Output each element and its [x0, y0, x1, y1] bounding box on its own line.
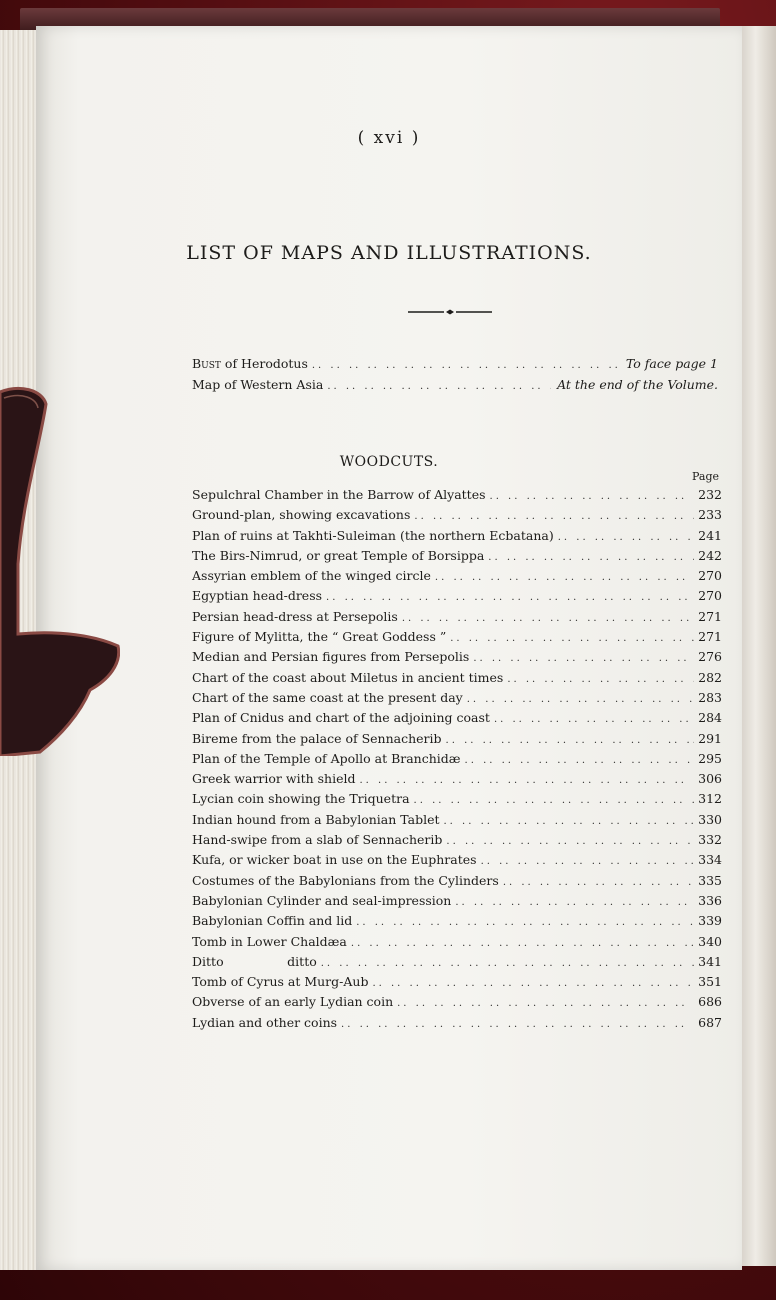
dot-leader — [312, 360, 620, 371]
woodcut-page-number: 270 — [698, 568, 722, 584]
woodcut-page-number: 306 — [698, 771, 722, 787]
woodcut-label: Plan of the Temple of Apollo at Branchidæ — [192, 750, 461, 766]
dot-leader — [356, 917, 694, 928]
woodcut-label: Chart of the same coast at the present day — [192, 689, 463, 705]
woodcut-label: Hand-swipe from a slab of Sennacherib — [192, 832, 443, 848]
woodcut-entry — [192, 954, 722, 974]
woodcut-label: Ground-plan, showing excavations — [192, 507, 411, 523]
dot-leader — [446, 836, 694, 847]
woodcut-entry — [192, 832, 722, 852]
dot-leader — [414, 795, 694, 806]
woodcut-page-number: 332 — [698, 832, 722, 848]
dot-leader — [351, 938, 694, 949]
woodcut-entry — [192, 507, 722, 527]
woodcut-entry — [192, 588, 722, 608]
woodcut-page-number: 271 — [698, 629, 722, 645]
dot-leader — [467, 694, 694, 705]
woodcut-page-number: 351 — [698, 974, 722, 990]
woodcut-label: Lycian coin showing the Triquetra — [192, 791, 410, 807]
woodcut-entry — [192, 548, 722, 568]
book-clip-holder — [0, 384, 120, 756]
dot-leader — [503, 877, 694, 888]
plate-label: Bust of Herodotus — [192, 356, 308, 371]
dot-leader — [327, 381, 551, 392]
plates-list — [192, 356, 718, 398]
woodcut-label: Babylonian Cylinder and seal-impression — [192, 892, 452, 908]
woodcut-entry — [192, 670, 722, 690]
woodcut-entry — [192, 751, 722, 771]
dot-leader — [450, 633, 694, 644]
woodcut-label: Ditto ditto — [192, 953, 317, 969]
dot-leader — [414, 511, 694, 522]
woodcut-entry — [192, 609, 722, 629]
woodcut-label: Assyrian emblem of the winged circle — [192, 568, 431, 584]
woodcut-label: Costumes of the Babylonians from the Cylinders — [192, 872, 499, 888]
dot-leader — [435, 572, 694, 583]
woodcut-entry — [192, 974, 722, 994]
dot-leader — [359, 775, 694, 786]
woodcut-entry — [192, 1015, 722, 1035]
book-fore-edge — [742, 26, 776, 1266]
dot-leader — [402, 613, 694, 624]
dot-leader — [465, 755, 694, 766]
woodcut-page-number: 233 — [698, 507, 722, 523]
woodcut-label: Chart of the coast about Miletus in ancient times — [192, 669, 504, 685]
plate-location: To face page 1 — [625, 356, 718, 371]
dot-leader — [507, 674, 694, 685]
woodcut-page-number: 334 — [698, 852, 722, 868]
woodcut-label: Egyptian head-dress — [192, 588, 323, 604]
plate-location: At the end of the Volume. — [557, 377, 718, 392]
woodcut-page-number: 339 — [698, 913, 722, 929]
woodcut-label: Indian hound from a Babylonian Tablet — [192, 811, 440, 827]
woodcut-label: Greek warrior with shield — [192, 771, 356, 787]
dot-leader — [488, 552, 694, 563]
woodcut-label: Babylonian Coffin and lid — [192, 913, 353, 929]
woodcut-label: Lydian and other coins — [192, 1014, 338, 1030]
woodcut-entry — [192, 568, 722, 588]
dot-leader — [321, 958, 694, 969]
woodcut-entry — [192, 731, 722, 751]
woodcut-label: Tomb of Cyrus at Murg-Aub — [192, 974, 369, 990]
dot-leader — [558, 532, 694, 543]
woodcut-page-number: 341 — [698, 953, 722, 969]
woodcut-label: Kufa, or wicker boat in use on the Euphrates — [192, 852, 477, 868]
woodcut-page-number: 335 — [698, 872, 722, 888]
woodcut-page-number: 232 — [698, 487, 722, 502]
dot-leader — [341, 1019, 694, 1030]
dot-leader — [444, 816, 695, 827]
dot-leader — [397, 998, 694, 1009]
woodcut-label: Persian head-dress at Persepolis — [192, 608, 398, 624]
woodcut-page-number: 295 — [698, 750, 722, 766]
woodcut-entry — [192, 852, 722, 872]
page-column-heading: Page — [692, 470, 720, 483]
woodcut-entry — [192, 528, 722, 548]
woodcuts-list — [192, 487, 722, 1035]
ornament-divider-icon — [408, 309, 492, 315]
woodcut-entry — [192, 934, 722, 954]
dot-leader — [446, 735, 694, 746]
dot-leader — [490, 491, 694, 502]
woodcut-label: Obverse of an early Lydian coin — [192, 994, 394, 1010]
woodcut-label: The Birs-Nimrud, or great Temple of Borsippa — [192, 547, 485, 563]
woodcut-entry — [192, 994, 722, 1014]
woodcut-page-number: 686 — [698, 994, 722, 1010]
plate-entry-map — [192, 377, 718, 398]
woodcut-page-number: 242 — [698, 547, 722, 563]
woodcut-entry — [192, 690, 722, 710]
dot-leader — [473, 653, 694, 664]
book-page — [36, 26, 742, 1270]
dot-leader — [372, 978, 694, 989]
plate-label: Map of Western Asia — [192, 377, 324, 392]
woodcut-page-number: 340 — [698, 933, 722, 949]
woodcut-entry — [192, 893, 722, 913]
dot-leader — [455, 897, 694, 908]
woodcut-label: Tomb in Lower Chaldæa — [192, 933, 347, 949]
woodcut-page-number: 330 — [698, 811, 722, 827]
woodcut-label: Plan of Cnidus and chart of the adjoining coast — [192, 710, 490, 726]
page-title: LIST OF MAPS AND ILLUSTRATIONS. — [186, 242, 592, 264]
page-number: ( xvi ) — [357, 128, 421, 148]
woodcuts-heading: WOODCUTS. — [339, 454, 439, 470]
woodcut-entry — [192, 487, 722, 507]
woodcut-entry — [192, 710, 722, 730]
woodcut-page-number: 336 — [698, 892, 722, 908]
woodcut-entry — [192, 649, 722, 669]
woodcut-entry — [192, 873, 722, 893]
woodcut-entry — [192, 771, 722, 791]
dot-leader — [326, 592, 694, 603]
dot-leader — [494, 714, 694, 725]
woodcut-label: Sepulchral Chamber in the Barrow of Alyattes — [192, 487, 486, 502]
woodcut-page-number: 312 — [698, 791, 722, 807]
woodcut-entry — [192, 791, 722, 811]
woodcut-page-number: 291 — [698, 730, 722, 746]
woodcut-page-number: 687 — [698, 1014, 722, 1030]
dot-leader — [481, 856, 694, 867]
woodcut-label: Bireme from the palace of Sennacherib — [192, 730, 442, 746]
woodcut-label: Plan of ruins at Takhti-Suleiman (the northern Ecbatana) — [192, 527, 554, 543]
woodcut-entry — [192, 913, 722, 933]
woodcut-page-number: 284 — [698, 710, 722, 726]
woodcut-page-number: 241 — [698, 527, 722, 543]
woodcut-page-number: 276 — [698, 649, 722, 665]
woodcut-page-number: 271 — [698, 608, 722, 624]
woodcut-entry — [192, 629, 722, 649]
plate-entry-bust — [192, 356, 718, 377]
woodcut-entry — [192, 812, 722, 832]
woodcut-page-number: 282 — [698, 669, 722, 685]
woodcut-label: Median and Persian figures from Persepolis — [192, 649, 470, 665]
woodcut-page-number: 270 — [698, 588, 722, 604]
woodcut-page-number: 283 — [698, 689, 722, 705]
woodcut-label: Figure of Mylitta, the “ Great Goddess ” — [192, 629, 447, 645]
